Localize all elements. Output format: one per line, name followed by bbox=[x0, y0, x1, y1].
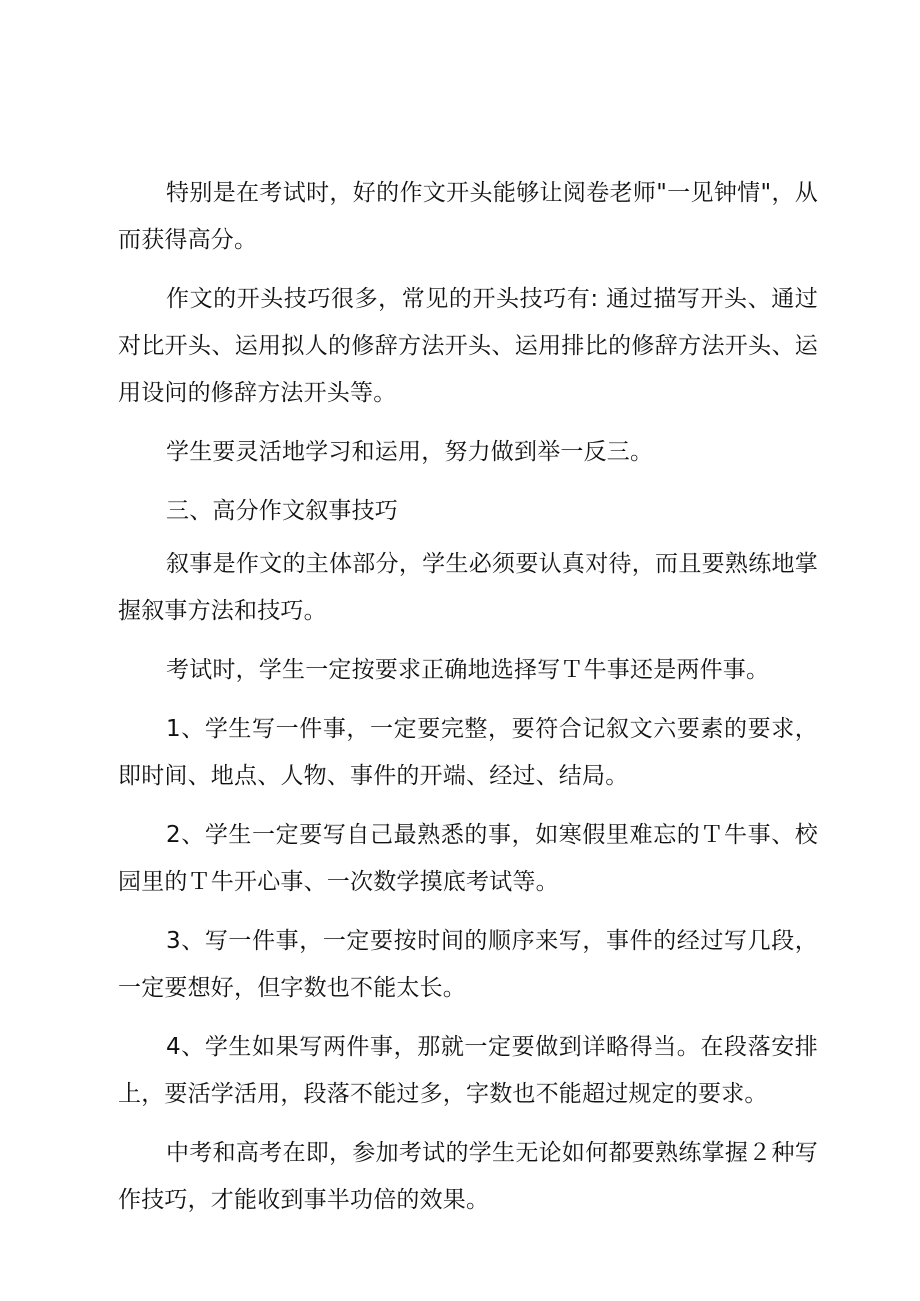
list-item: 1、学生写一件事，一定要完整，要符合记叙文六要素的要求，即时间、地点、人物、事件的开端、经过、结局。 bbox=[118, 716, 818, 789]
document-body bbox=[118, 170, 818, 1236]
list-item: 3、写一件事，一定要按时间的顺序来写，事件的经过写几段，一定要想好，但字数也不能太长。 bbox=[118, 928, 818, 1001]
paragraph: 叙事是作文的主体部分，学生必须要认真对待，而且要熟练地掌握叙事方法和技巧。 bbox=[118, 551, 818, 624]
paragraph: 考试时，学生一定按要求正确地选择写Ｔ牛事还是两件事。 bbox=[166, 657, 770, 683]
section-heading: 三、高分作文叙事技巧 bbox=[166, 498, 398, 524]
paragraph: 特别是在考试时，好的作文开头能够让阅卷老师"一见钟情"，从而获得高分。 bbox=[118, 180, 818, 253]
paragraph: 作文的开头技巧很多，常见的开头技巧有: 通过描写开头、通过对比开头、运用拟人的修辞方法开头、运用排比的修辞方法开头、运用设问的修辞方法开头等。 bbox=[118, 286, 818, 406]
paragraph: 学生要灵活地学习和运用，努力做到举一反三。 bbox=[166, 439, 654, 465]
list-item: 2、学生一定要写自己最熟悉的事，如寒假里难忘的Ｔ牛事、校园里的Ｔ牛开心事、一次数学摸底考试等。 bbox=[118, 822, 818, 895]
list-item: 4、学生如果写两件事，那就一定要做到详略得当。在段落安排上，要活学活用，段落不能过多，字数也不能超过规定的要求。 bbox=[118, 1034, 818, 1107]
paragraph: 中考和高考在即，参加考试的学生无论如何都要熟练掌握２种写作技巧，才能收到事半功倍的效果。 bbox=[118, 1140, 818, 1213]
